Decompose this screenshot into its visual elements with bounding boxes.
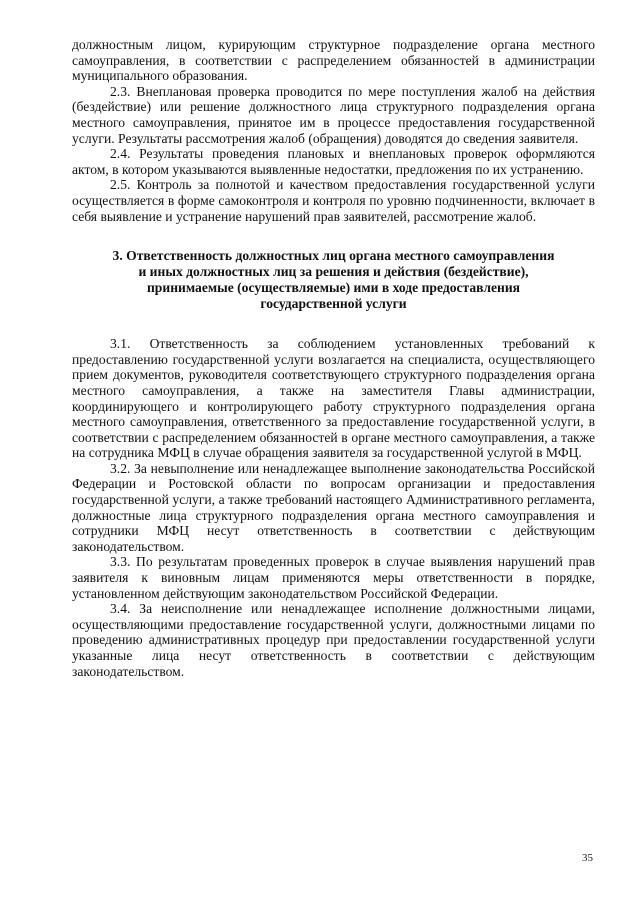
paragraph-continuation: должностным лицом, курирующим структурное подразделение органа местного самоуправления, в соответствии с распределением обязанностей в администрации муниципального образования. — [72, 37, 595, 84]
paragraph-3-4: 3.4. За неисполнение или ненадлежащее исполнение должностными лицами, осуществляющими предоставление государственной услуги, должностными лицами по проведению административных процедур при предоставлении государственной услуги указанные лица несут ответственность в соответствии с действующим законодательством. — [72, 601, 595, 679]
paragraph-3-3: 3.3. По результатам проведенных проверок в случае выявления нарушений прав заявителя к виновным лицам применяются меры ответственности в порядке, установленном действующим законодательством Российской Федерации. — [72, 554, 595, 601]
heading-line-4: государственной услуги — [260, 296, 407, 312]
page-number: 35 — [582, 852, 593, 864]
paragraph-2-4: 2.4. Результаты проведения плановых и внеплановых проверок оформляются актом, в котором указываются выявленные недостатки, предложения по их устранению. — [72, 146, 595, 177]
heading-line-3: принимаемые (осуществляемые) ими в ходе предоставления — [146, 280, 521, 296]
paragraph-2-5: 2.5. Контроль за полнотой и качеством предоставления государственной услуги осуществляется в форме самоконтроля и контроля по уровню подчиненности, включает в себя выявление и устранение нарушений прав заявителей, рассмотрение жалоб. — [72, 177, 595, 224]
paragraph-2-3: 2.3. Внеплановая проверка проводится по мере поступления жалоб на действия (бездействие) или решение должностного лица структурного подразделения органа местного самоуправления, принятое им в процессе предоставления государственной услуги. Результаты рассмотрения жалоб (обращения) доводятся до сведения заявителя. — [72, 83, 595, 146]
heading-line-2: и иных должностных лиц за решения и действия (бездействие), — [138, 264, 529, 280]
page-content — [72, 37, 595, 679]
heading-line-1: 3. Ответственность должностных лиц органа местного самоуправления — [112, 248, 555, 264]
paragraph-3-2: 3.2. За невыполнение или ненадлежащее выполнение законодательства Российской Федерации и Ростовской области по вопросам организации и предоставления государственной услуги, а также требований настоящего Административного регламента, должностные лица структурного подразделения органа местного самоуправления и сотрудники МФЦ несут ответственность в соответствии с действующим законодательством. — [72, 460, 595, 554]
section-3-heading — [72, 248, 595, 312]
paragraph-3-1: 3.1. Ответственность за соблюдением установленных требований к предоставлению государственной услуги возлагается на специалиста, осуществляющего прием документов, руководителя соответствующего структурного подразделения органа местного самоуправления, а также на заместителя Главы администрации, координирующего и контролирующего работу структурного подразделения органа местного самоуправления, ответственного за предоставление государственной услуги, в соответствии с распределением обязанностей в органе местного самоуправления, а также на сотрудника МФЦ в случае обращения заявителя за государственной услугой в МФЦ. — [72, 336, 595, 461]
